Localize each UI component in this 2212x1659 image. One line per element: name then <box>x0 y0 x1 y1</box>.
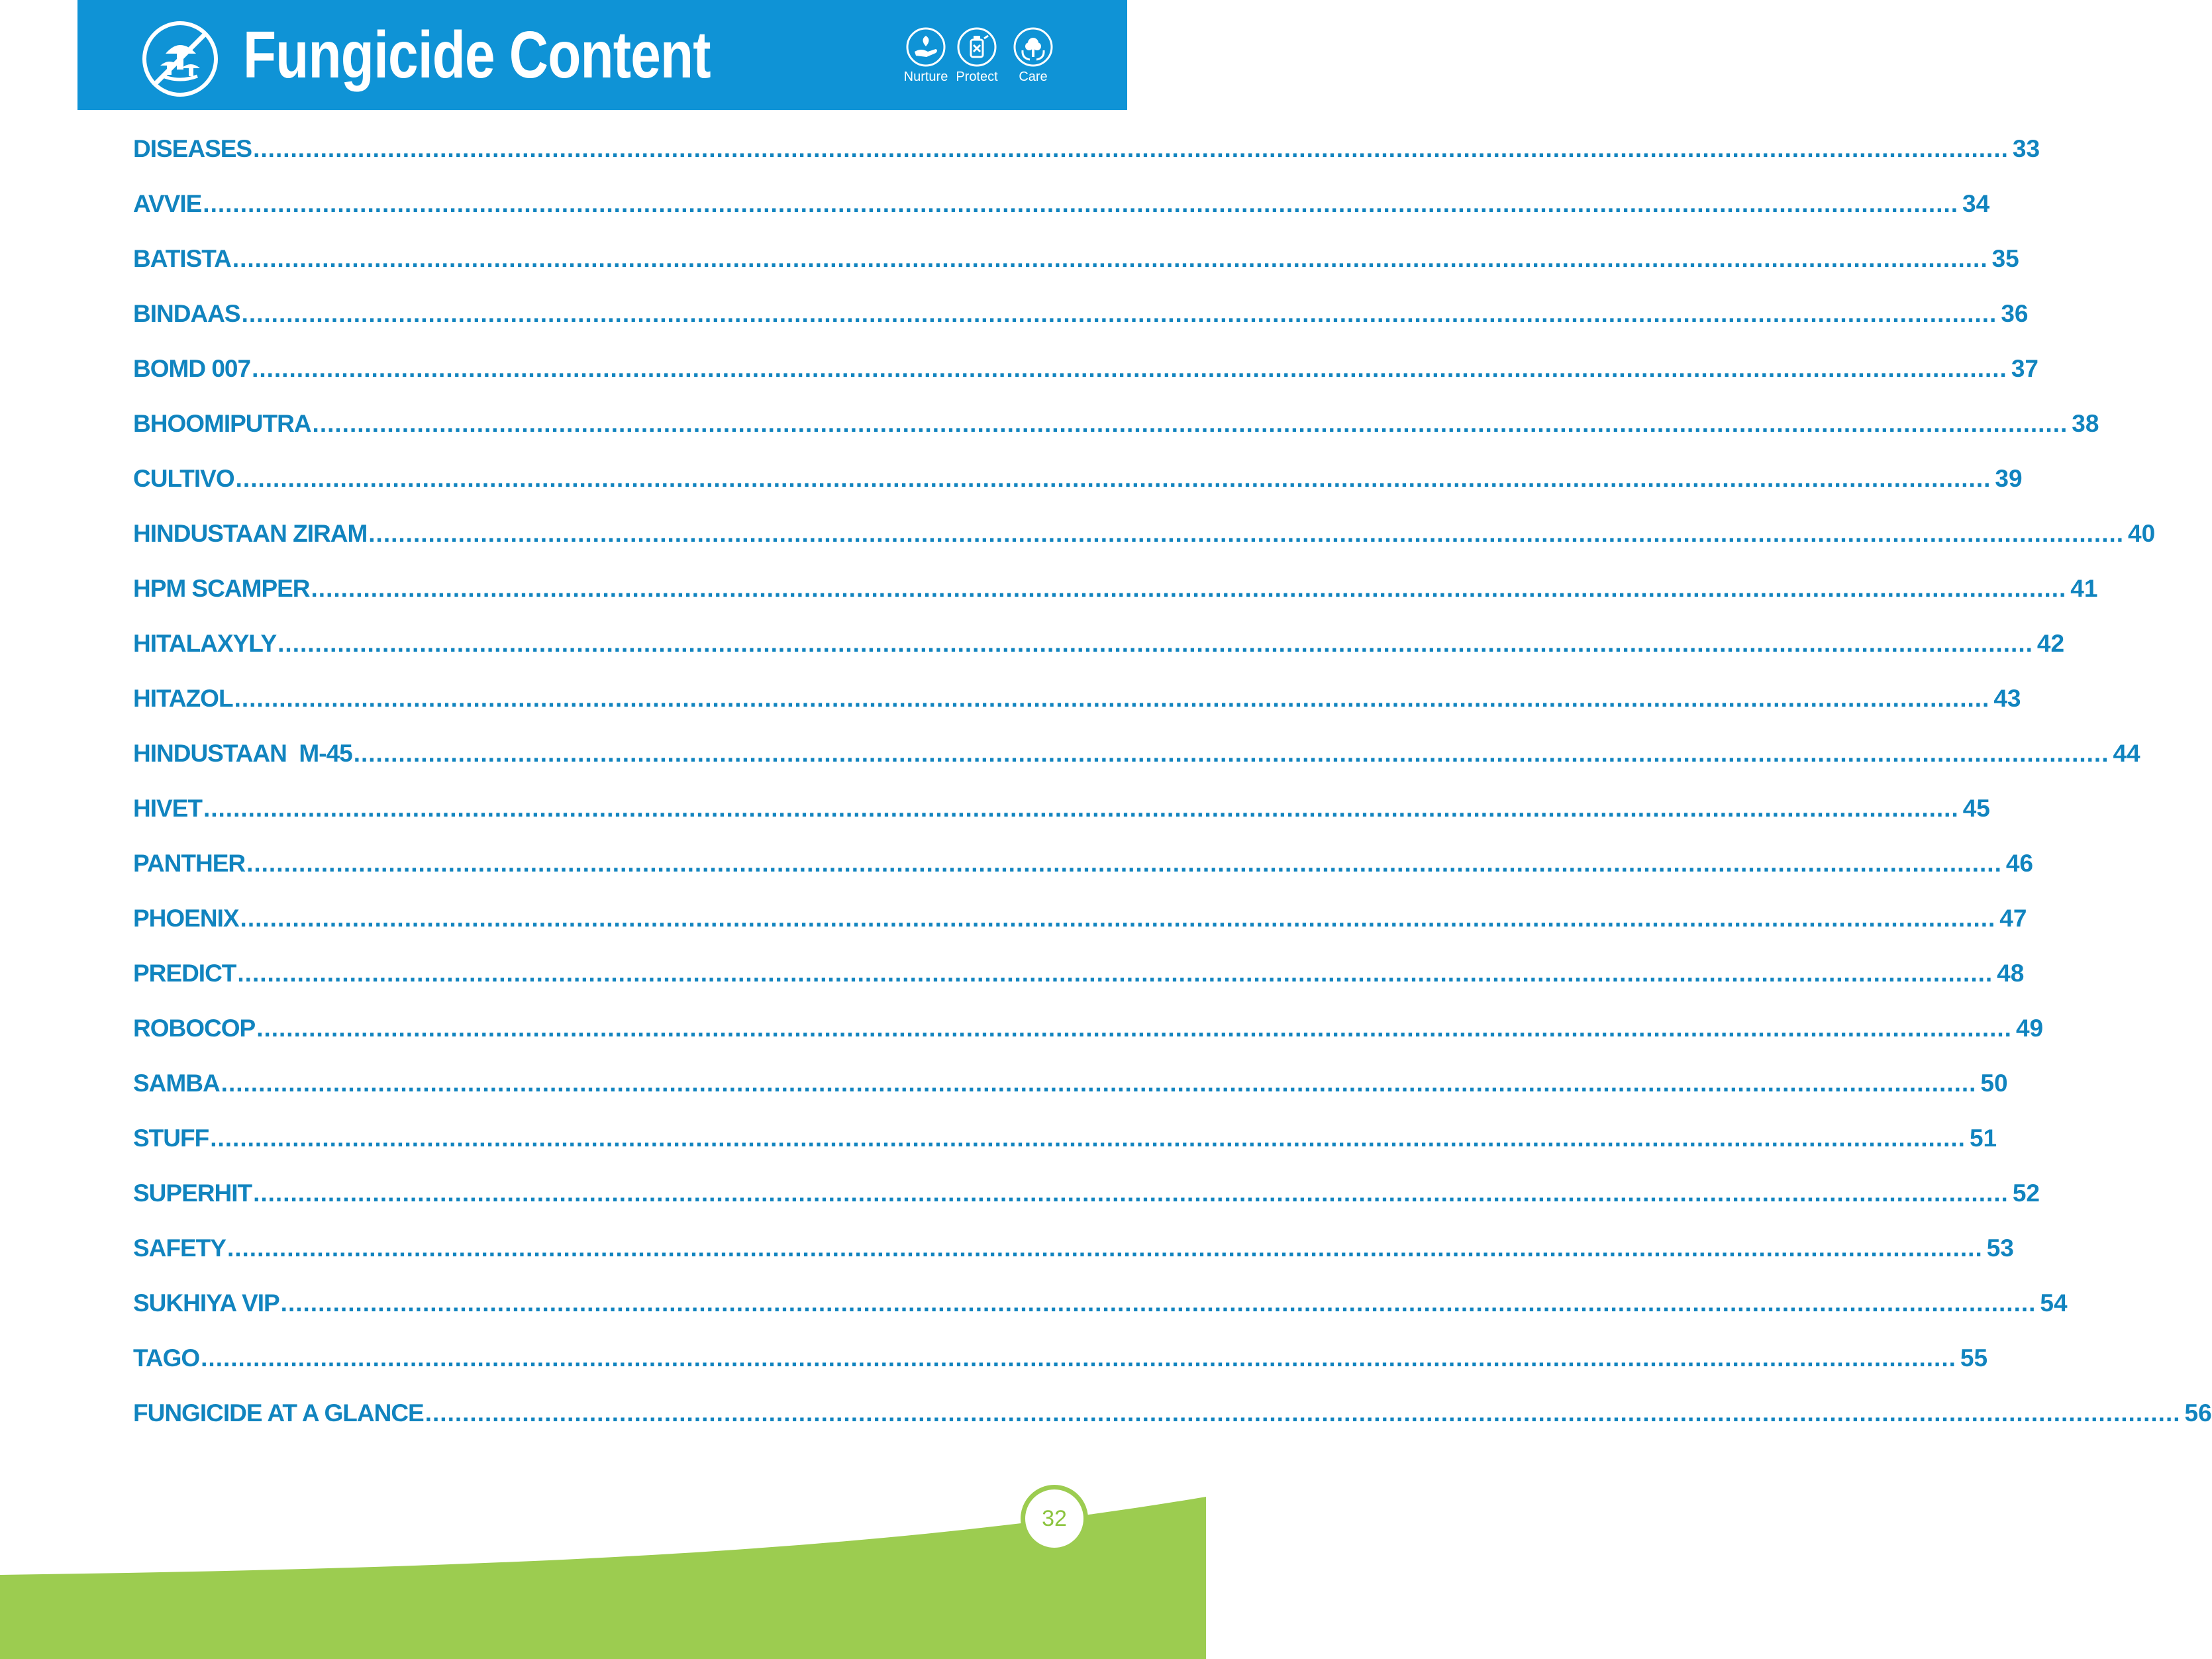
table-of-contents <box>133 130 2212 1449</box>
toc-entry-page: 48 <box>1997 960 2025 987</box>
badge-protect <box>952 26 1002 84</box>
toc-dot-leader: ........................................................................................................................................................................................................................................... <box>203 795 1959 822</box>
toc-entry-page: 45 <box>1962 795 1990 822</box>
toc-dot-leader: ........................................................................................................................................................................................................................................... <box>312 410 2068 437</box>
toc-entry[interactable] <box>133 679 2021 734</box>
toc-entry[interactable] <box>133 240 2019 295</box>
toc-entry-page: 38 <box>2072 410 2099 437</box>
toc-entry-title: SAMBA <box>133 1070 220 1097</box>
toc-entry[interactable] <box>133 460 2023 515</box>
toc-entry-title: HINDUSTAAN M-45 <box>133 740 352 767</box>
toc-dot-leader: ........................................................................................................................................................................................................................................... <box>221 1070 1977 1097</box>
toc-dot-leader: ........................................................................................................................................................................................................................................... <box>252 355 2007 382</box>
page-number-badge: 32 <box>1021 1485 1088 1552</box>
header-band <box>77 0 1127 110</box>
toc-entry-page: 51 <box>1969 1125 1997 1152</box>
page-title: Fungicide Content <box>243 18 711 92</box>
badge-label-care: Care <box>1019 70 1048 84</box>
toc-entry-title: HIVET <box>133 795 202 822</box>
toc-entry-page: 55 <box>1960 1344 1988 1372</box>
toc-entry-title: HITAZOL <box>133 685 233 712</box>
toc-entry-page: 42 <box>2036 630 2065 657</box>
toc-entry-title: ROBOCOP <box>133 1015 256 1042</box>
toc-entry[interactable] <box>133 954 2025 1009</box>
badge-nurture <box>901 26 951 84</box>
toc-dot-leader: ........................................................................................................................................................................................................................................... <box>235 465 1991 492</box>
toc-entry-title: PANTHER <box>133 850 246 877</box>
toc-entry-title: BINDAAS <box>133 300 240 327</box>
toc-entry[interactable] <box>133 844 2033 899</box>
toc-entry-page: 37 <box>2011 355 2038 382</box>
toc-dot-leader: ........................................................................................................................................................................................................................................... <box>311 575 2067 602</box>
toc-dot-leader: ........................................................................................................................................................................................................................................... <box>246 850 2002 877</box>
toc-entry-title: PREDICT <box>133 960 236 987</box>
toc-entry-title: PHOENIX <box>133 905 239 932</box>
toc-entry-page: 56 <box>2184 1399 2212 1427</box>
toc-entry-title: SAFETY <box>133 1234 226 1262</box>
toc-entry[interactable] <box>133 899 2027 954</box>
toc-entry-title: TAGO <box>133 1344 200 1372</box>
spray-bottle-icon <box>956 26 997 68</box>
toc-entry-title: HITALAXYLY <box>133 630 277 657</box>
toc-entry-page: 50 <box>1980 1070 2008 1097</box>
toc-dot-leader: ........................................................................................................................................................................................................................................... <box>226 1234 1983 1262</box>
toc-entry[interactable] <box>133 1119 1997 1174</box>
toc-entry[interactable] <box>133 405 2099 460</box>
toc-entry[interactable] <box>133 789 1990 844</box>
toc-dot-leader: ........................................................................................................................................................................................................................................... <box>253 1180 2009 1207</box>
toc-entry[interactable] <box>133 1009 2044 1064</box>
toc-dot-leader: ........................................................................................................................................................................................................................................... <box>210 1125 1966 1152</box>
brand-badges <box>901 26 1060 93</box>
toc-dot-leader: ........................................................................................................................................................................................................................................... <box>353 740 2109 767</box>
toc-entry-title: AVVIE <box>133 190 202 217</box>
toc-entry[interactable] <box>133 734 2140 789</box>
toc-entry[interactable] <box>133 1229 2014 1284</box>
badge-care <box>1008 26 1058 84</box>
toc-entry[interactable] <box>133 570 2098 625</box>
toc-dot-leader: ........................................................................................................................................................................................................................................... <box>368 520 2125 547</box>
toc-entry[interactable] <box>133 295 2029 350</box>
toc-dot-leader: ........................................................................................................................................................................................................................................... <box>256 1015 2012 1042</box>
toc-entry-title: BHOOMIPUTRA <box>133 410 311 437</box>
toc-dot-leader: ........................................................................................................................................................................................................................................... <box>237 960 1993 987</box>
toc-dot-leader: ........................................................................................................................................................................................................................................... <box>425 1399 2181 1427</box>
hand-leaf-icon <box>905 26 946 68</box>
toc-entry-page: 47 <box>1999 905 2027 932</box>
toc-entry[interactable] <box>133 1064 2008 1119</box>
toc-entry[interactable] <box>133 1284 2068 1339</box>
toc-entry[interactable] <box>133 1174 2040 1229</box>
toc-entry-page: 41 <box>2070 575 2098 602</box>
toc-entry-page: 35 <box>1991 245 2019 272</box>
toc-entry-page: 52 <box>2012 1180 2040 1207</box>
toc-dot-leader: ........................................................................................................................................................................................................................................... <box>232 245 1988 272</box>
toc-entry-page: 46 <box>2005 850 2033 877</box>
no-pest-mushroom-icon <box>140 19 220 99</box>
badge-label-protect: Protect <box>956 70 998 84</box>
toc-dot-leader: ........................................................................................................................................................................................................................................... <box>203 190 1959 217</box>
toc-dot-leader: ........................................................................................................................................................................................................................................... <box>277 630 2033 657</box>
toc-dot-leader: ........................................................................................................................................................................................................................................... <box>201 1344 1956 1372</box>
toc-entry-title: STUFF <box>133 1125 209 1152</box>
toc-entry[interactable] <box>133 1394 2212 1449</box>
toc-entry[interactable] <box>133 625 2065 679</box>
toc-entry[interactable] <box>133 1339 1988 1394</box>
toc-entry-title: FUNGICIDE AT A GLANCE <box>133 1399 424 1427</box>
toc-entry[interactable] <box>133 130 2040 185</box>
toc-entry-title: HPM SCAMPER <box>133 575 310 602</box>
toc-entry-title: BATISTA <box>133 245 231 272</box>
toc-entry-page: 49 <box>2015 1015 2044 1042</box>
toc-entry-title: HINDUSTAAN ZIRAM <box>133 520 368 547</box>
toc-dot-leader: ........................................................................................................................................................................................................................................... <box>234 685 1990 712</box>
toc-entry-title: BOMD 007 <box>133 355 251 382</box>
toc-entry-title: DISEASES <box>133 135 252 162</box>
toc-entry-page: 44 <box>2113 740 2140 767</box>
toc-entry-page: 40 <box>2128 520 2156 547</box>
toc-entry-title: SUPERHIT <box>133 1180 252 1207</box>
toc-entry[interactable] <box>133 515 2156 570</box>
toc-entry-page: 54 <box>2040 1289 2068 1317</box>
toc-entry-page: 34 <box>1962 190 1990 217</box>
toc-dot-leader: ........................................................................................................................................................................................................................................... <box>241 300 1997 327</box>
plant-cycle-icon <box>1013 26 1054 68</box>
toc-entry-page: 33 <box>2012 135 2040 162</box>
toc-entry-page: 53 <box>1986 1234 2014 1262</box>
toc-entry-page: 39 <box>1995 465 2023 492</box>
toc-dot-leader: ........................................................................................................................................................................................................................................... <box>240 905 1996 932</box>
badge-label-nurture: Nurture <box>903 70 948 84</box>
toc-entry-title: SUKHIYA VIP <box>133 1289 279 1317</box>
toc-entry-page: 36 <box>2001 300 2029 327</box>
toc-entry[interactable] <box>133 185 1990 240</box>
toc-entry-title: CULTIVO <box>133 465 234 492</box>
toc-entry-page: 43 <box>1993 685 2021 712</box>
toc-entry[interactable] <box>133 350 2038 405</box>
toc-dot-leader: ........................................................................................................................................................................................................................................... <box>253 135 2009 162</box>
toc-dot-leader: ........................................................................................................................................................................................................................................... <box>280 1289 2036 1317</box>
